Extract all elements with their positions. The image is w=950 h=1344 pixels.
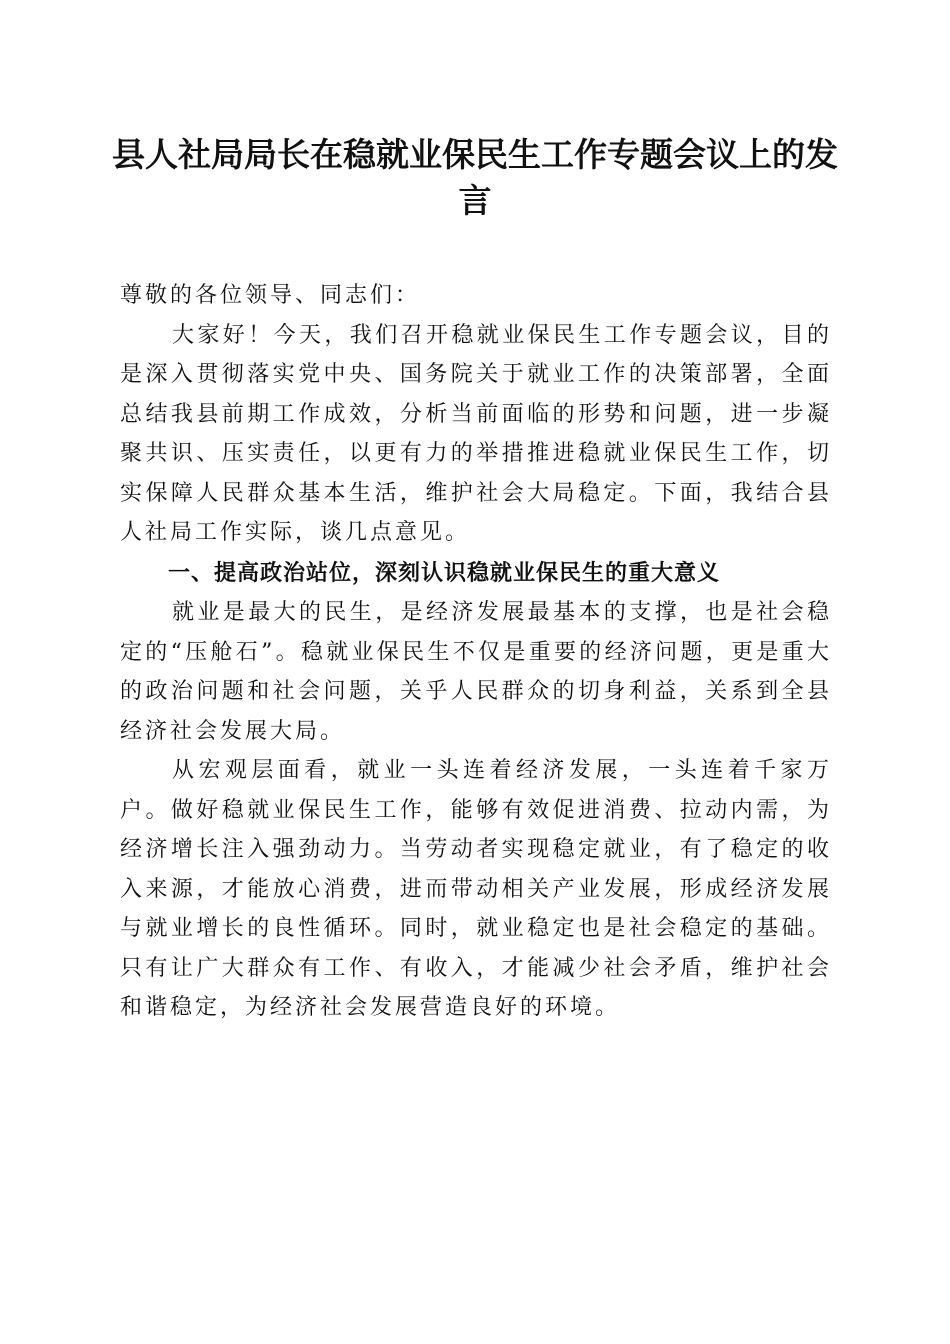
section-heading: 一、提高政治站位，深刻认识稳就业保民生的重大意义	[168, 559, 721, 586]
document-body	[120, 276, 832, 1028]
document-title: 县人社局局长在稳就业保民生工作专题会议上的发言	[112, 135, 838, 220]
section-paragraph: 就业是最大的民生，是经济发展最基本的支撑，也是社会稳定的“压舱石”。稳就业保民生不仅是重要的经济问题，更是重大的政治问题和社会问题，关乎人民群众的切身利益，关系到全县经济社会发展大局。	[120, 600, 832, 744]
intro-paragraph: 大家好！今天，我们召开稳就业保民生工作专题会议，目的是深入贯彻落实党中央、国务院关于就业工作的决策部署，全面总结我县前期工作成效，分析当前面临的形势和问题，进一步凝聚共识、压实责任，以更有力的举措推进稳就业保民生工作，切实保障人民群众基本生活，维护社会大局稳定。下面，我结合县人社局工作实际，谈几点意见。	[120, 322, 832, 545]
section-paragraph: 从宏观层面看，就业一头连着经济发展，一头连着千家万户。做好稳就业保民生工作，能够有效促进消费、拉动内需，为经济增长注入强劲动力。当劳动者实现稳定就业，有了稳定的收入来源，才能放心消费，进而带动相关产业发展，形成经济发展与就业增长的良性循环。同时，就业稳定也是社会稳定的基础。只有让广大群众有工作、有收入，才能减少社会矛盾，维护社会和谐稳定，为经济社会发展营造良好的环境。	[120, 758, 832, 1020]
salutation: 尊敬的各位领导、同志们：	[120, 283, 421, 308]
